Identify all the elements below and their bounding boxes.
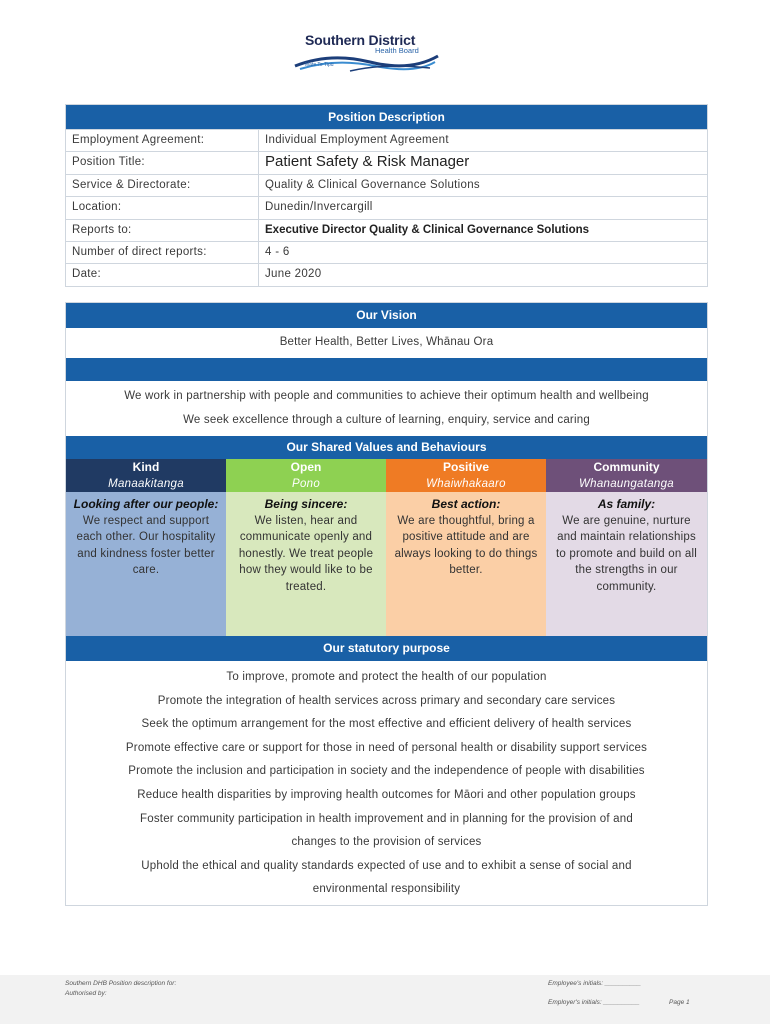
position-description-heading: Position Description	[66, 105, 707, 129]
purpose-line: Reduce health disparities by improving health outcomes for Māori and other population groups	[137, 788, 636, 801]
position-description-table	[65, 104, 708, 287]
row-value: Dunedin/Invercargill	[265, 201, 373, 214]
purpose-line: changes to the provision of services	[291, 836, 482, 849]
vision-line: We work in partnership with people and communities to achieve their optimum health and wellbeing	[124, 390, 649, 402]
purpose-line: To improve, promote and protect the health of our population	[226, 671, 547, 683]
value-column-kind	[66, 459, 226, 636]
table-row	[66, 174, 707, 196]
value-name: Positive	[386, 459, 546, 476]
row-value: Quality & Clinical Governance Solutions	[265, 178, 480, 191]
table-row	[66, 151, 707, 173]
value-description: We listen, hear and communicate openly and honestly. We treat people how they would like to be treated.	[238, 515, 374, 593]
value-name: Community	[546, 459, 707, 476]
purpose-line: environmental responsibility	[312, 883, 461, 896]
row-label: Reports to:	[72, 223, 132, 236]
value-maori-name: Whanaungatanga	[546, 476, 707, 492]
footer-employer-initials: Employer's initials: __________	[548, 999, 640, 1006]
footer-position-for: Southern DHB Position description for:	[65, 980, 177, 987]
purpose-line: Foster community participation in health improvement and in planning for the provision of and	[140, 812, 633, 825]
footer-authorised-by: Authorised by:	[65, 990, 107, 997]
purpose-line: Promote the inclusion and participation in society and the independence of people with disabilities	[128, 765, 645, 778]
value-maori-name: Whaiwhakaaro	[386, 476, 546, 492]
blank-bar	[66, 358, 707, 381]
sdhb-logo	[290, 28, 450, 76]
values-heading: Our Shared Values and Behaviours	[66, 436, 707, 459]
value-column-positive	[386, 459, 546, 636]
purpose-line: Promote the integration of health services across primary and secondary care services	[157, 694, 616, 707]
footer-page-number: Page 1	[669, 999, 690, 1006]
reports-to-value: Executive Director Quality & Clinical Governance Solutions	[265, 223, 590, 236]
value-description: We respect and support each other. Our hospitality and kindness foster better care.	[76, 515, 216, 577]
value-name: Kind	[66, 459, 226, 476]
value-name: Open	[226, 459, 386, 476]
purpose-line: Uphold the ethical and quality standards expected of use and to exhibit a sense of social and	[141, 859, 632, 872]
logo-subtitle: Health Board	[375, 46, 419, 55]
logo-tagline: Mate Te Tipu	[305, 62, 334, 68]
statutory-purpose-heading: Our statutory purpose	[66, 636, 707, 661]
row-value: Individual Employment Agreement	[265, 134, 449, 146]
purpose-line: Promote effective care or support for those in need of personal health or disability support services	[125, 741, 648, 754]
vision-heading: Our Vision	[66, 303, 707, 328]
value-maori-name: Pono	[226, 476, 386, 492]
table-row	[66, 241, 707, 263]
wave-icon	[290, 50, 440, 72]
value-description: We are genuine, nurture and maintain relationships to promote and build on all the strengths in our community.	[556, 515, 697, 593]
vision-values-section	[65, 302, 708, 638]
value-action: Looking after our people:	[73, 497, 219, 511]
value-maori-name: Manaakitanga	[66, 476, 226, 492]
values-grid	[66, 459, 707, 636]
vision-statement: Better Health, Better Lives, Whānau Ora	[279, 336, 494, 348]
value-action: Being sincere:	[264, 497, 348, 511]
logo-title: Southern District	[305, 32, 416, 48]
row-label: Service & Directorate:	[72, 178, 191, 191]
table-row	[66, 129, 707, 151]
value-action: As family:	[597, 497, 656, 511]
position-title-value: Patient Safety & Risk Manager	[265, 153, 470, 171]
value-column-open	[226, 459, 386, 636]
row-label: Date:	[72, 268, 101, 281]
row-label: Location:	[72, 201, 122, 214]
row-label: Position Title:	[72, 156, 145, 169]
table-row	[66, 263, 707, 285]
table-row	[66, 196, 707, 218]
vision-line: We seek excellence through a culture of learning, enquiry, service and caring	[183, 414, 590, 426]
row-value: 4 - 6	[265, 245, 290, 258]
row-label: Number of direct reports:	[72, 245, 207, 258]
statutory-purpose-section	[65, 636, 708, 906]
page-footer	[0, 975, 770, 1024]
row-label: Employment Agreement:	[72, 134, 205, 146]
value-description: We are thoughtful, bring a positive attitude and are always looking to do things better.	[394, 515, 538, 577]
table-row	[66, 219, 707, 241]
row-value: June 2020	[265, 268, 322, 281]
purpose-line: Seek the optimum arrangement for the most effective and efficient delivery of health services	[141, 718, 632, 731]
value-action: Best action:	[431, 497, 501, 511]
value-column-community	[546, 459, 707, 636]
footer-employee-initials: Employee's initials: __________	[548, 980, 642, 987]
